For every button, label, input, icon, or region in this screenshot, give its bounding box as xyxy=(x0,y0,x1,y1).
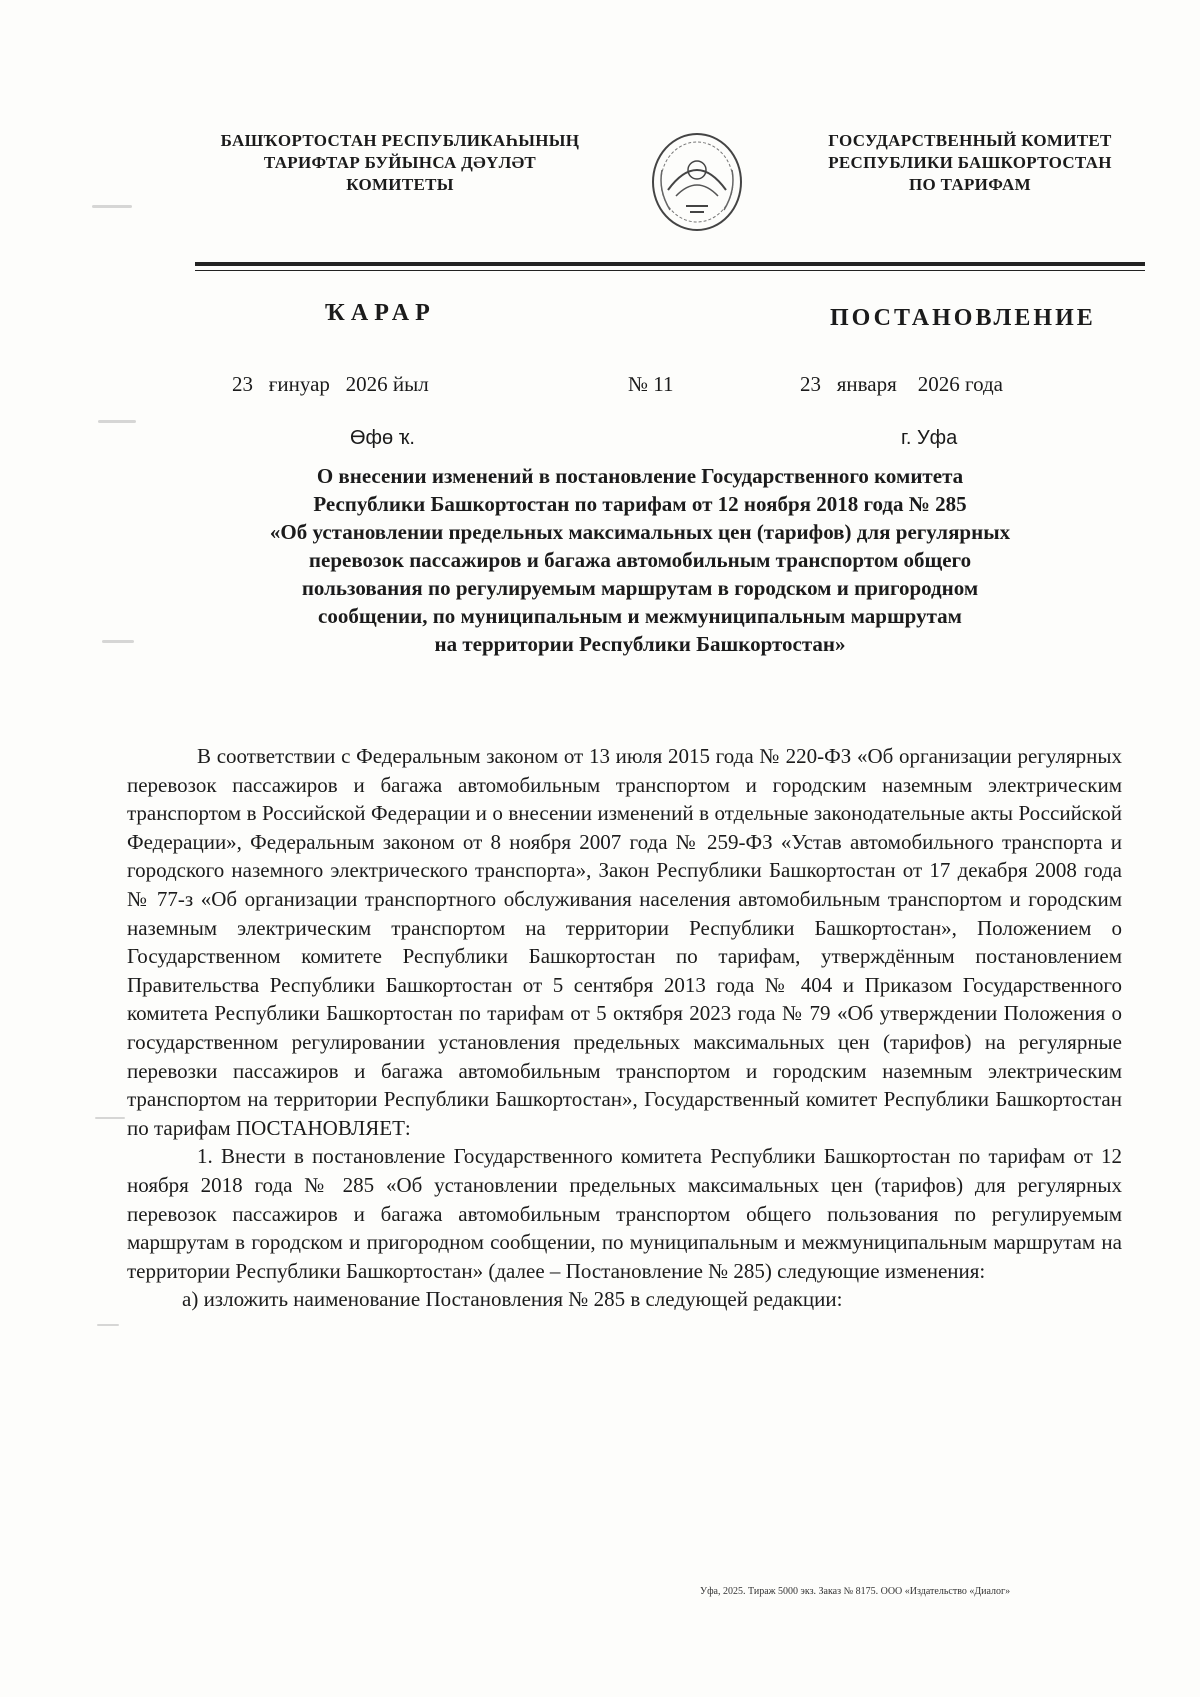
header-left-line: БАШҠОРТОСТАН РЕСПУБЛИКАҺЫНЫҢ xyxy=(220,131,580,150)
city-russian: г. Уфа xyxy=(901,427,958,449)
header-russian-name xyxy=(800,130,1140,196)
scan-smudge xyxy=(102,640,134,643)
title-line: «Об установлении предельных максимальных цен (тарифов) для регулярных xyxy=(269,520,1011,544)
header-bashkir-name xyxy=(185,130,615,196)
title-line: перевозок пассажиров и багажа автомобильным транспортом общего xyxy=(308,548,972,572)
doc-type-russian: ПОСТАНОВЛЕНИЕ xyxy=(830,305,1096,331)
header-divider-thin xyxy=(195,270,1145,271)
scan-smudge xyxy=(98,420,136,423)
header-divider xyxy=(195,262,1145,266)
doc-type-bashkir: ҠАРАР xyxy=(325,300,436,326)
scan-smudge xyxy=(97,1324,119,1326)
title-line: на территории Республики Башкортостан» xyxy=(434,632,846,656)
document-number: № 11 xyxy=(628,372,674,396)
title-line: пользования по регулируемым маршрутам в городском и пригородном xyxy=(301,576,979,600)
scan-smudge xyxy=(95,1117,125,1119)
date-bashkir: 23 ғинуар 2026 йыл xyxy=(232,372,429,396)
coat-of-arms-emblem xyxy=(648,130,746,238)
header-left-line: КОМИТЕТЫ xyxy=(346,175,454,194)
document-title xyxy=(140,462,1140,658)
footer-imprint: Уфа, 2025. Тираж 5000 экз. Заказ № 8175. ООО «Издательство «Диалог» xyxy=(700,1586,1011,1597)
item-1-paragraph: 1. Внести в постановление Государственного комитета Республики Башкортостан по тарифам от 12 ноября 2018 года № 285 «Об установлении предельных максимальных цен (тарифов) для регулярных перевозок пассажиров и багажа автомобильным транспортом общего пользования по регулируемым маршрутам в городском и пригородном сообщении, по муниципальным и межмуниципальным маршрутам на территории Республики Башкортостан» (далее – Постановление № 285) следующие изменения: xyxy=(127,1144,1122,1283)
header-right-line: ГОСУДАРСТВЕННЫЙ КОМИТЕТ xyxy=(828,131,1112,150)
header-left-line: ТАРИФТАР БУЙЫНСА ДӘҮЛӘТ xyxy=(263,153,537,172)
title-line: сообщении, по муниципальным и межмуниципальным маршрутам xyxy=(318,604,962,628)
title-line: Республики Башкортостан по тарифам от 12 ноября 2018 года № 285 xyxy=(313,492,967,516)
scan-smudge xyxy=(92,205,132,208)
city-bashkir: Өфө ҡ. xyxy=(350,427,415,449)
header-right-line: ПО ТАРИФАМ xyxy=(909,175,1031,194)
title-line: О внесении изменений в постановление Государственного комитета xyxy=(316,464,964,488)
date-russian: 23 января 2026 года xyxy=(800,372,1004,396)
item-1a-paragraph: а) изложить наименование Постановления № 285 в следующей редакции: xyxy=(182,1287,843,1312)
document-body xyxy=(127,742,1122,1314)
preamble-paragraph: В соответствии с Федеральным законом от 13 июля 2015 года № 220-ФЗ «Об организации регулярных перевозок пассажиров и багажа автомобильным транспортом и городским наземным электрическим транспортом в Российской Федерации и о внесении изменений в отдельные законодательные акты Российской Федерации», Федеральным законом от 8 ноября 2007 года № 259-ФЗ «Устав автомобильного транспорта и городского наземного электрического транспорта», Закон Республики Башкортостан от 17 декабря 2008 года № 77-з «Об организации транспортного обслуживания населения автомобильным транспортом и городским наземным электрическим транспортом на территории Республики Башкортостан», Положением о Государственном комитете Республики Башкортостан по тарифам, утверждённым постановлением Правительства Республики Башкортостан от 5 сентября 2013 года № 404 и Приказом Государственного комитета Республики Башкортостан по тарифам от 5 октября 2023 года № 79 «Об утверждении Положения о государственном регулировании установления предельных максимальных цен (тарифов) на регулярные перевозки пассажиров и багажа автомобильным транспортом и городским наземным электрическим транспортом на территории Республики Башкортостан», Государственный комитет Республики Башкортостан по тарифам ПОСТАНОВЛЯЕТ: xyxy=(127,744,1122,1140)
header-right-line: РЕСПУБЛИКИ БАШКОРТОСТАН xyxy=(828,153,1112,172)
